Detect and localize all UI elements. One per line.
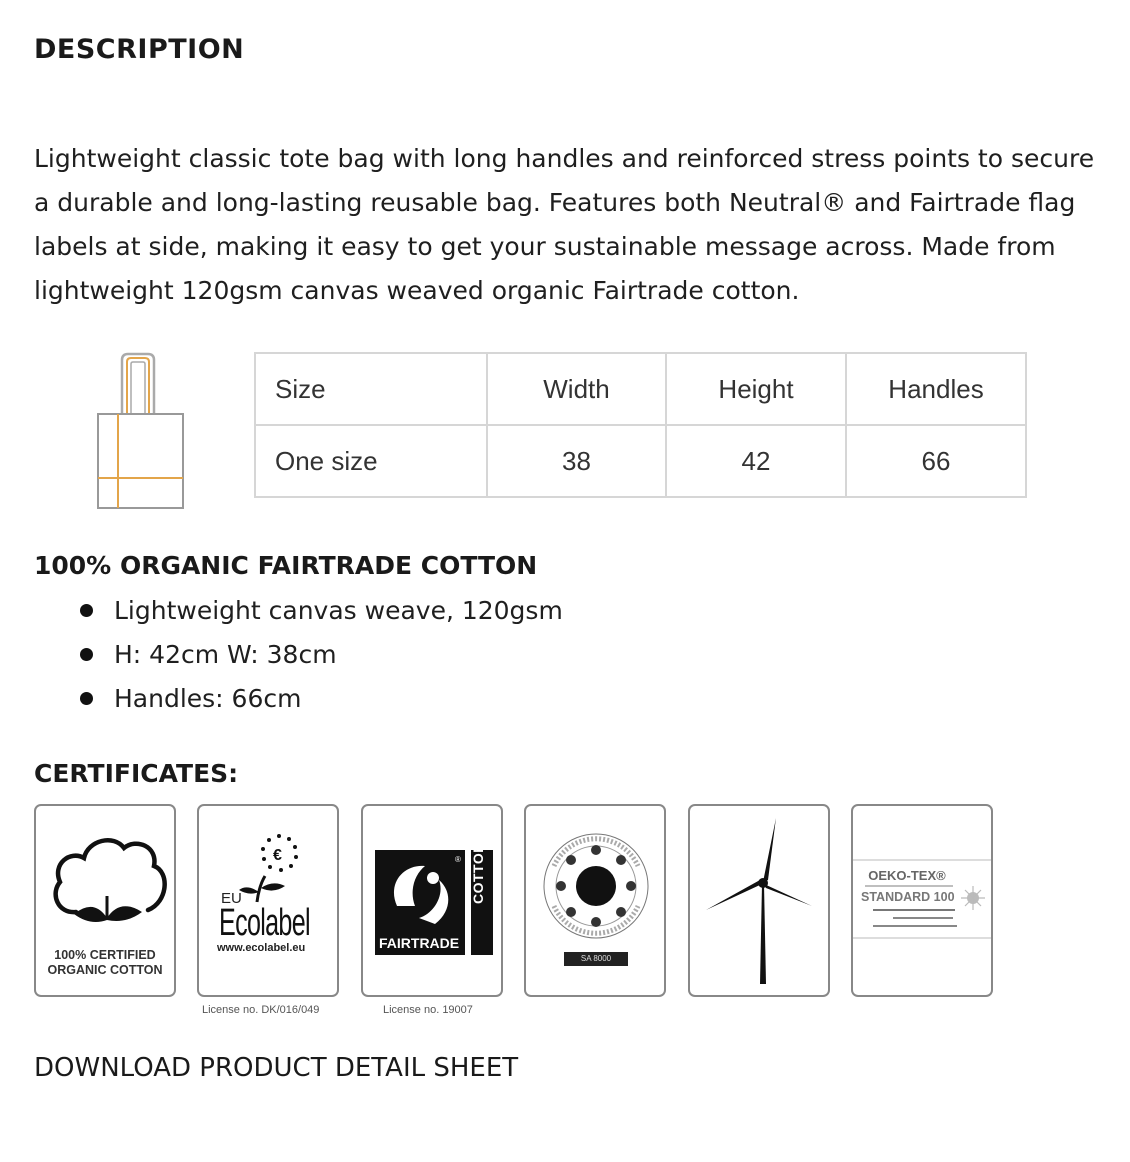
list-item: H: 42cm W: 38cm xyxy=(78,633,563,677)
tote-bag-diagram xyxy=(96,352,186,510)
ecolabel-license: License no. DK/016/049 xyxy=(202,1004,320,1016)
ecolabel-wordmark: Ecolabel xyxy=(219,902,310,944)
table-row xyxy=(255,425,1026,497)
certificate-oeko-tex xyxy=(851,804,993,997)
certificate-organic-cotton xyxy=(34,804,176,997)
certificate-wind-energy xyxy=(688,804,830,997)
table-cell: 38 xyxy=(487,425,666,497)
table-header-cell: Size xyxy=(255,353,487,425)
fairtrade-wordmark: FAIRTRADE xyxy=(379,935,460,951)
description-text: Lightweight classic tote bag with long handles and reinforced stress points to secure a durable and long-lasting reusable bag. Features both Neutral® and Fairtrade flag labels at side, making it easy to get your sustainable message across. Made from lightweight 120gsm canvas weaved organic Fairtrade cotton. xyxy=(34,144,1095,305)
table-header-row xyxy=(255,353,1026,425)
sa8000-badge: SA 8000 xyxy=(564,952,628,966)
certificate-fairtrade xyxy=(361,804,503,997)
spec-list xyxy=(78,589,563,721)
table-cell: 66 xyxy=(846,425,1026,497)
material-heading: 100% ORGANIC FAIRTRADE COTTON xyxy=(34,551,538,580)
oeko-tex-title: OEKO-TEX® xyxy=(868,868,946,883)
table-cell: 42 xyxy=(666,425,846,497)
download-detail-sheet-link[interactable]: DOWNLOAD PRODUCT DETAIL SHEET xyxy=(34,1053,519,1083)
certificate-social-accountability xyxy=(524,804,666,997)
wind-turbine-icon xyxy=(690,806,830,997)
table-header-cell: Height xyxy=(666,353,846,425)
fairtrade-license: License no. 19007 xyxy=(383,1004,473,1016)
certificates-heading: CERTIFICATES: xyxy=(34,759,239,788)
certificate-ecolabel xyxy=(197,804,339,997)
oeko-tex-standard: STANDARD 100 xyxy=(861,890,955,904)
table-cell: One size xyxy=(255,425,487,497)
list-item: Handles: 66cm xyxy=(78,677,563,721)
fairtrade-cotton-text: COTTON xyxy=(470,842,486,904)
svg-text:®: ® xyxy=(455,855,461,864)
table-header-cell: Width xyxy=(487,353,666,425)
table-header-cell: Handles xyxy=(846,353,1026,425)
ecolabel-url: www.ecolabel.eu xyxy=(217,942,306,954)
list-item: Lightweight canvas weave, 120gsm xyxy=(78,589,563,633)
svg-text:€: € xyxy=(273,847,282,864)
size-table xyxy=(254,352,1027,498)
social-accountability-seal-icon xyxy=(526,806,666,997)
certificate-cotton-label: 100% CERTIFIED ORGANIC COTTON xyxy=(47,948,163,977)
description-heading: DESCRIPTION xyxy=(34,34,245,65)
ecolabel-eu-text: EU xyxy=(221,890,242,907)
